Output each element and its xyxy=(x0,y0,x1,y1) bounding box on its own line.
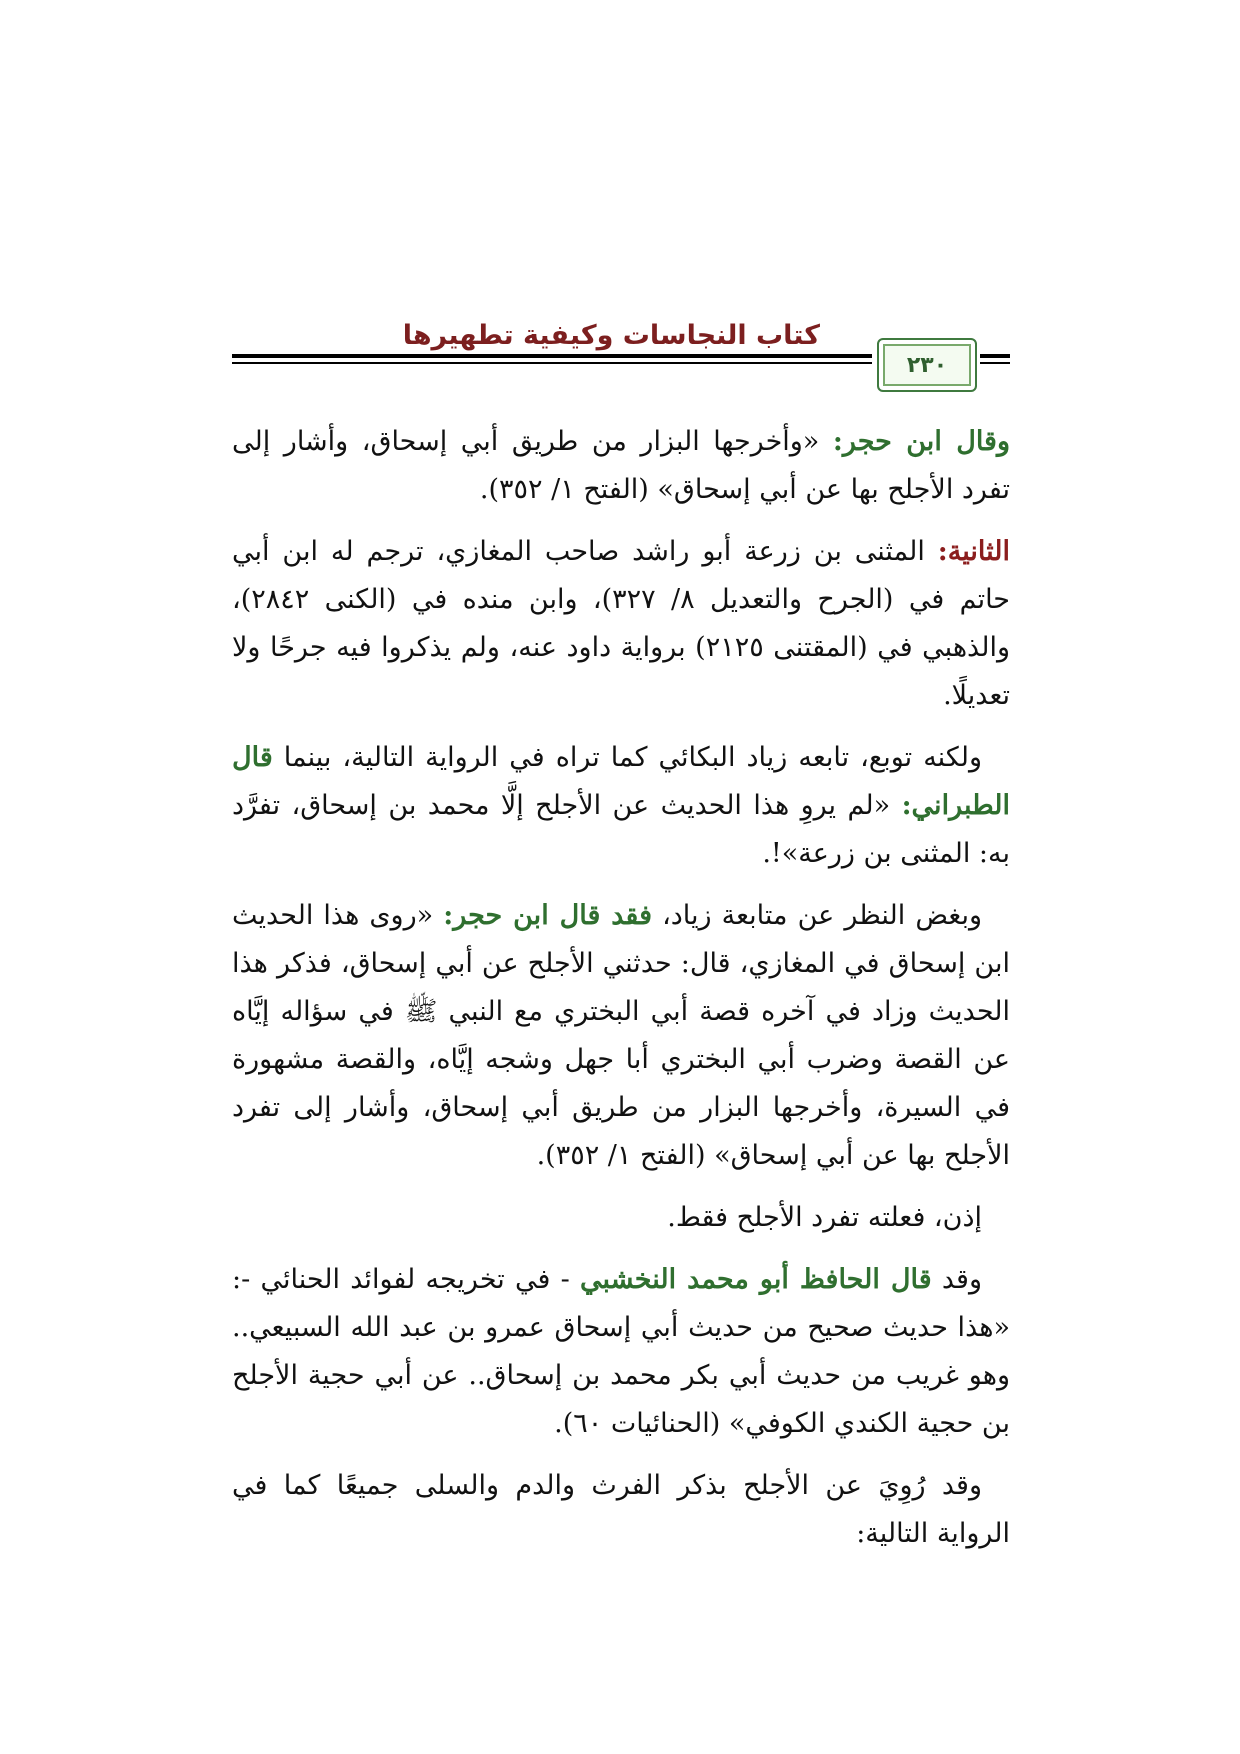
paragraph-pre: وبغض النظر عن متابعة زياد، xyxy=(651,900,982,931)
paragraph-second-narrator xyxy=(232,528,1010,720)
book-title: كتاب النجاسات وكيفية تطهيرها xyxy=(402,320,820,351)
paragraph-text: المثنى بن زرعة أبو راشد صاحب المغازي، ترجم له ابن أبي حاتم في (الجرح والتعديل ٨/ ٣٢٧)، وابن منده في (الكنى ٢٨٤٢)، والذهبي في (المقتنى ٢١٢٥) برواية داود عنه، ولم يذكروا فيه جرحًا ولا تعديلًا. xyxy=(232,536,1010,711)
paragraph-conclusion xyxy=(232,1194,1010,1242)
paragraph-text: - في تخريجه لفوائد الحنائي -: «هذا حديث صحيح من حديث أبي إسحاق عمرو بن عبد الله السبيعي.. وهو غريب من حديث أبي بكر محمد بن إسحاق.. عن أبي حجية الأجلح بن حجية الكندي الكوفي» (الحنائيات ٦٠). xyxy=(232,1264,1010,1439)
paragraph-text: «روى هذا الحديث ابن إسحاق في المغازي، قال: حدثني الأجلح عن أبي إسحاق، فذكر هذا الحديث وزاد في آخره قصة أبي البختري مع النبي ﷺ في سؤاله إيَّاه عن القصة وضرب أبي البختري أبا جهل وشجه إيَّاه، والقصة مشهورة في السيرة، وأخرجها البزار من طريق أبي إسحاق، وأشار إلى تفرد الأجلح بها عن أبي إسحاق» (الفتح ١/ ٣٥٢). xyxy=(232,900,1010,1171)
speaker-ibn-hajar: وقال ابن حجر: xyxy=(832,426,1010,457)
label-second: الثانية: xyxy=(937,536,1010,567)
paragraph-pre: ولكنه توبع، تابعه زياد البكائي كما تراه في الرواية التالية، بينما xyxy=(272,742,982,773)
paragraph-text: إذن، فعلته تفرد الأجلح فقط. xyxy=(667,1202,982,1233)
paragraph-text: «وأخرجها البزار من طريق أبي إسحاق، وأشار إلى تفرد الأجلح بها عن أبي إسحاق» (الفتح ١/ ٣٥٢). xyxy=(232,426,1010,505)
page-body xyxy=(232,418,1010,1572)
paragraph-tabarani xyxy=(232,734,1010,878)
header-rule-right-thin xyxy=(980,362,1010,364)
paragraph-next-narration xyxy=(232,1462,1010,1558)
page-header xyxy=(232,316,1010,398)
header-rule-right-thick xyxy=(980,354,1010,358)
header-rule-thin xyxy=(232,362,872,364)
speaker-ibn-hajar-2: فقد قال ابن حجر: xyxy=(443,900,652,931)
paragraph-nakhshabi xyxy=(232,1256,1010,1448)
header-rule-thick xyxy=(232,354,872,358)
page-number-frame xyxy=(877,338,977,392)
paragraph-text: وقد رُوِيَ عن الأجلح بذكر الفرث والدم والسلى جميعًا كما في الرواية التالية: xyxy=(232,1470,1010,1549)
paragraph-ibn-hajar-2 xyxy=(232,892,1010,1180)
paragraph-ibn-hajar xyxy=(232,418,1010,514)
paragraph-pre: وقد xyxy=(931,1264,982,1295)
speaker-nakhshabi: قال الحافظ أبو محمد النخشبي xyxy=(580,1264,932,1295)
page-number: ٢٣٠ xyxy=(906,352,948,378)
paragraph-text: «لم يروِ هذا الحديث عن الأجلح إلَّا محمد بن إسحاق، تفرَّد به: المثنى بن زرعة»!. xyxy=(232,790,1010,869)
speaker-tabarani: قال الطبراني: xyxy=(232,742,1010,821)
